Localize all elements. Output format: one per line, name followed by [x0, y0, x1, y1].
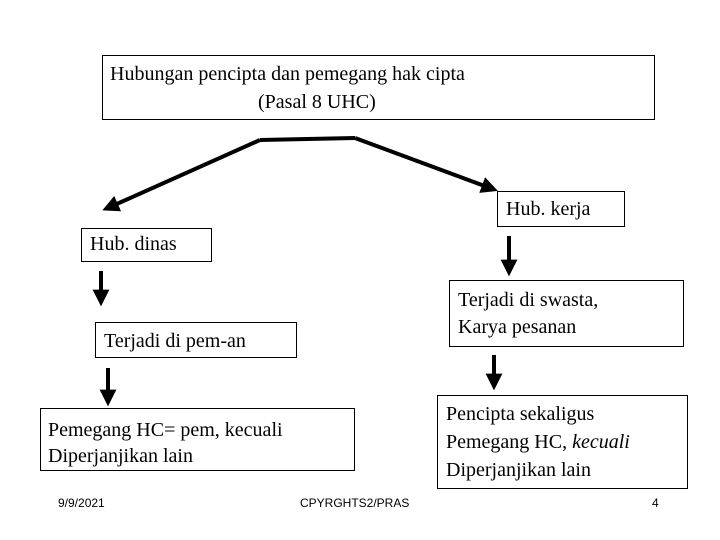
hub-dinas-label: Hub. dinas — [90, 233, 177, 255]
arrow-title-to-hub-dinas — [110, 140, 260, 207]
terjadi-swasta-line-2: Karya pesanan — [458, 316, 577, 338]
terjadi-pem-label: Terjadi di pem-an — [104, 330, 246, 352]
pencipta-line-2-text: Pemegang HC, — [446, 431, 573, 453]
pencipta-line-1: Pencipta sekaligus — [446, 403, 595, 425]
arrow-title-connector — [260, 138, 355, 140]
title-line-1: Hubungan pencipta dan pemegang hak cipta — [110, 63, 465, 85]
arrow-title-to-hub-kerja — [355, 138, 490, 188]
pemegang-line-1: Pemegang HC= pem, kecuali — [48, 419, 283, 441]
pemegang-line-2: Diperjanjikan lain — [48, 445, 193, 467]
footer-page-number: 4 — [652, 496, 659, 510]
hub-kerja-label: Hub. kerja — [506, 198, 591, 220]
pencipta-line-3: Diperjanjikan lain — [446, 459, 591, 481]
footer-center: CPYRGHTS2/PRAS — [300, 496, 410, 510]
title-line-2: (Pasal 8 UHC) — [258, 91, 376, 113]
pencipta-line-2 — [446, 430, 630, 454]
terjadi-swasta-line-1: Terjadi di swasta, — [458, 289, 599, 311]
footer-date: 9/9/2021 — [58, 496, 105, 510]
pencipta-line-2-italic: kecuali — [572, 431, 630, 453]
